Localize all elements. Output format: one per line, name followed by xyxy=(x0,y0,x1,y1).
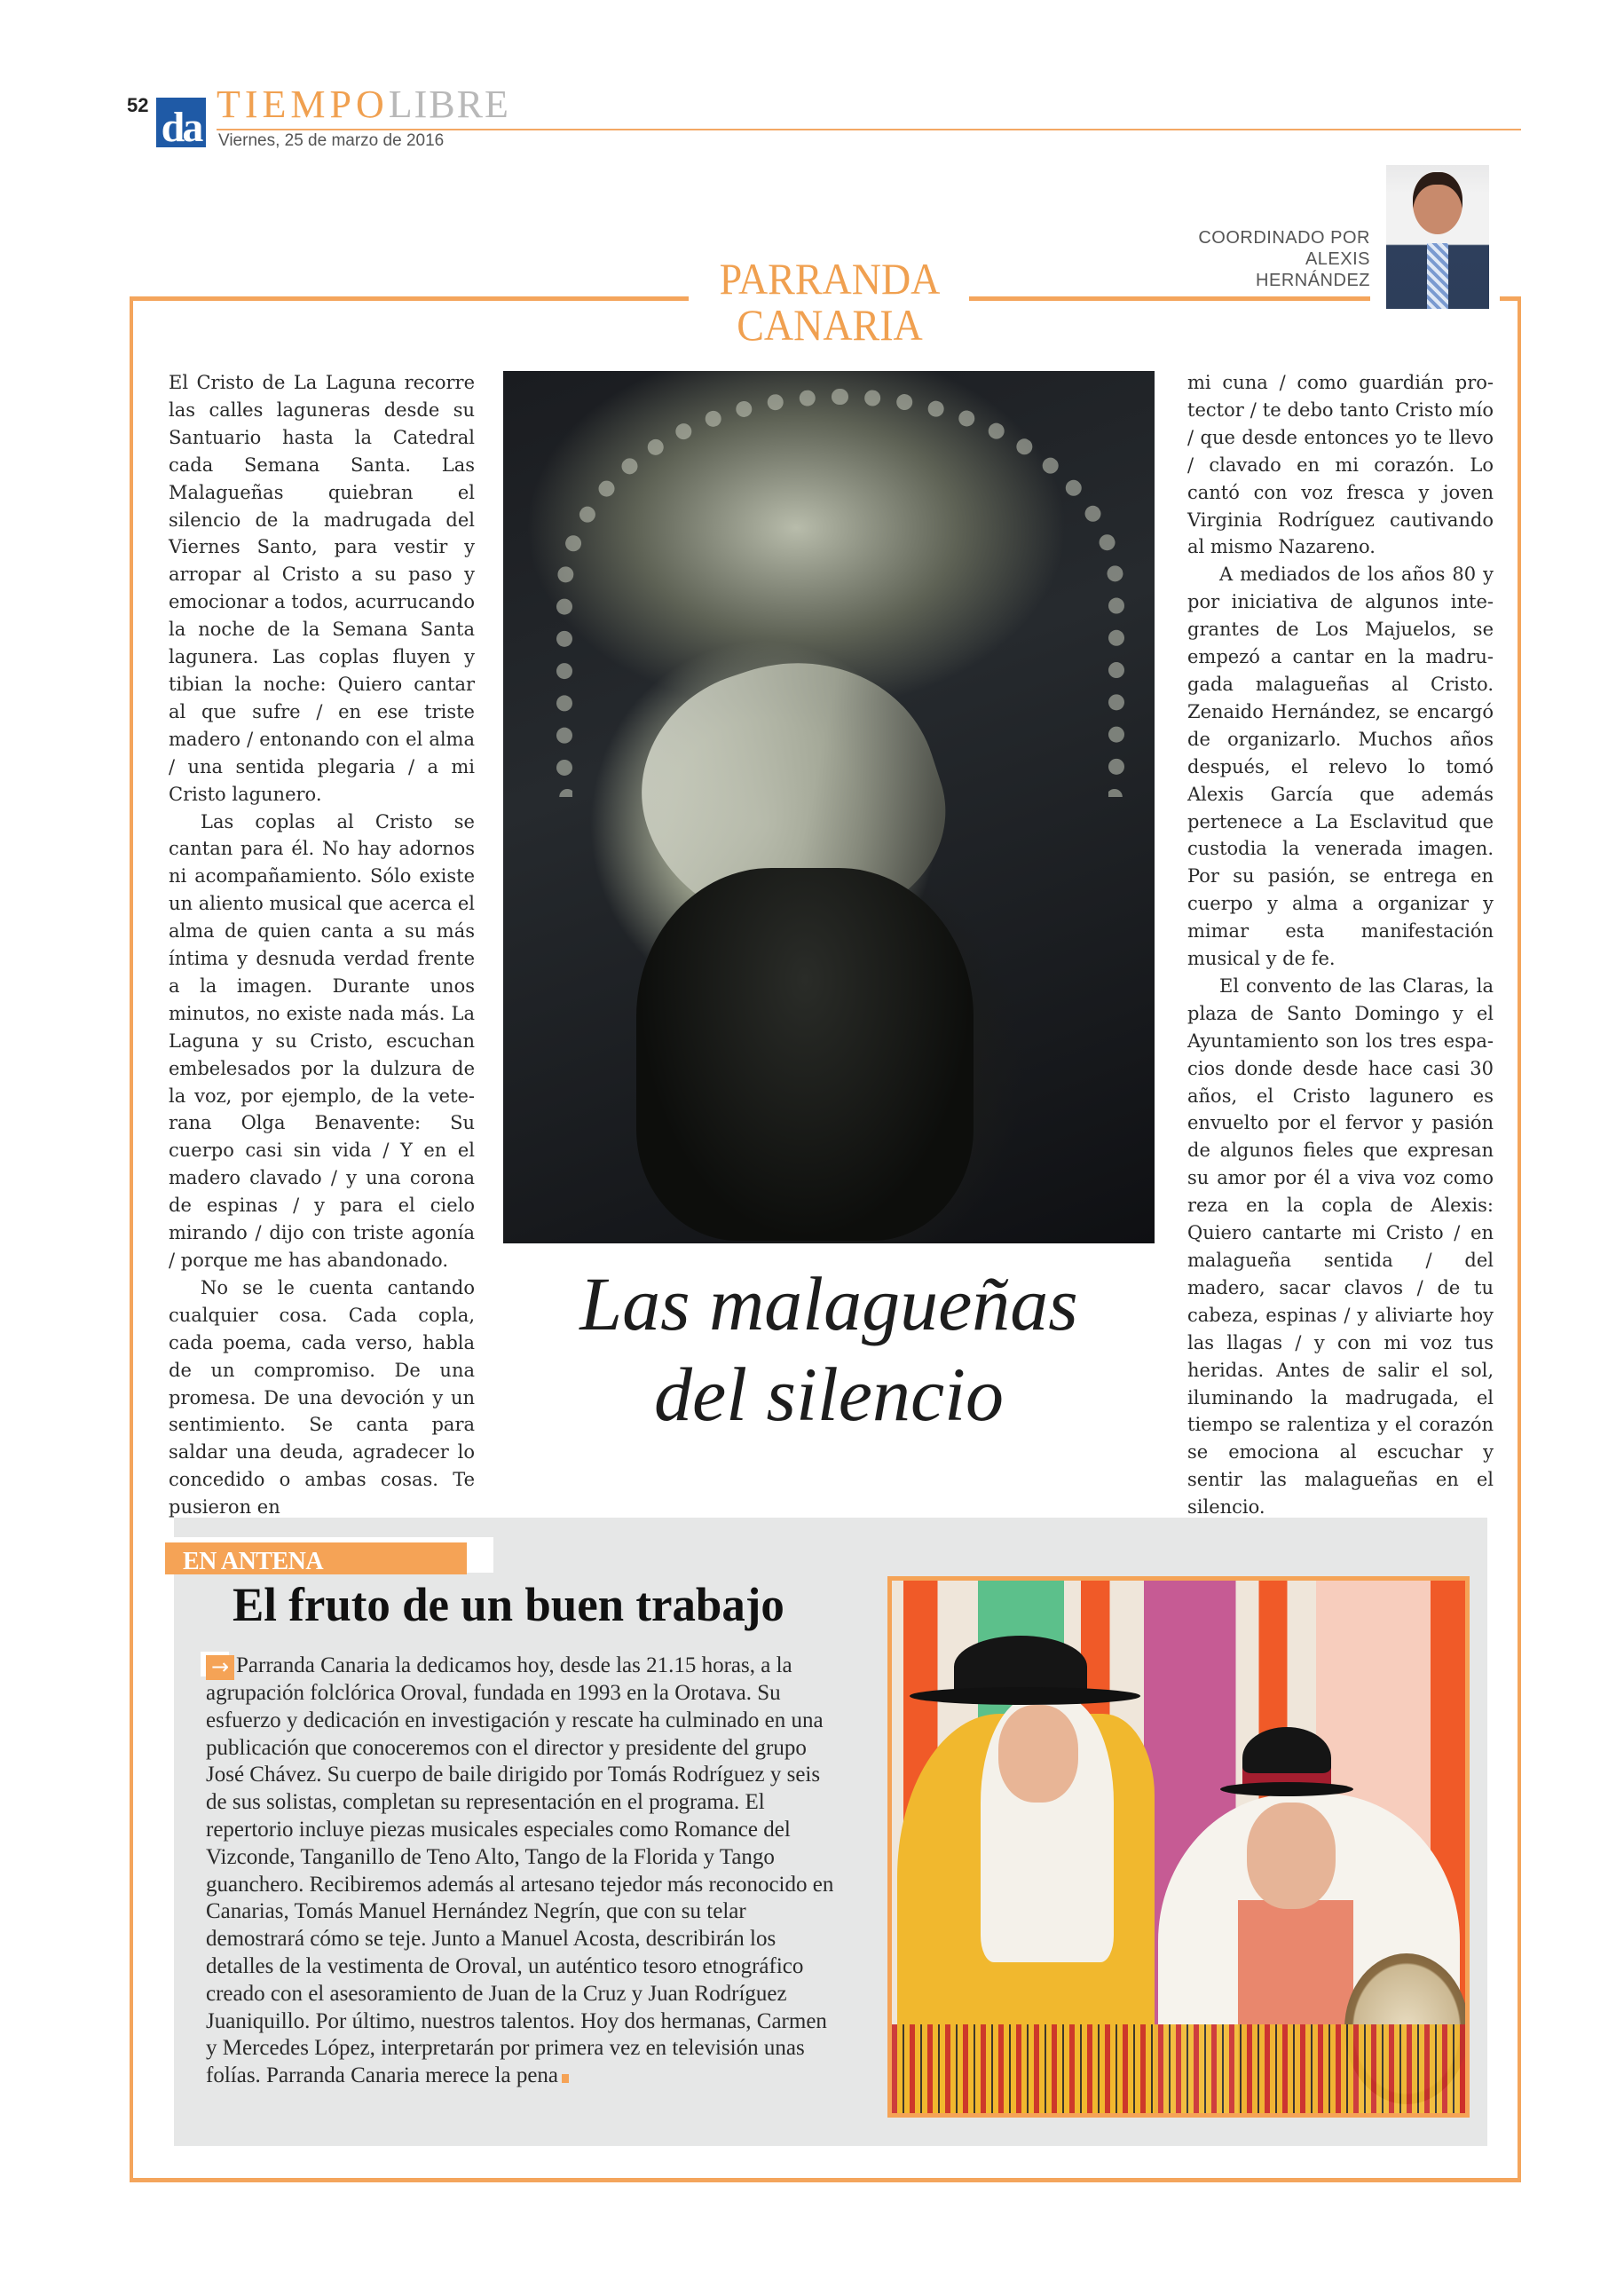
headline-line2: del silencio xyxy=(653,1352,1005,1437)
dancer1-face xyxy=(998,1705,1078,1803)
section-title-part1: TIEMPO xyxy=(217,83,389,126)
article-paragraph: No se le cuenta cantando cualquier cosa. Cada copla, cada poema, cada verso, habla de un compromiso. De una promesa. De una devoción y un sentimiento. Se canta para saldar una deuda, agradecer lo concedido o ambas cosas. Te pusieron en xyxy=(169,1276,475,1519)
article-paragraph: El Cristo de La Laguna recorre las calles laguneras desde su Santuario hasta la Catedral cada Semana Santa. Las Malagueñas quiebran el silencio de la madrugada del Viernes Santo, para vestir y arropar al Cristo a su paso y emocionar a todos, acurrucando la noche de la Semana Santa lagunera. Las coplas fluyen y tibian la noche: Quiero cantar al que sufre / en ese triste madero / entonando con el alma / una sentida plegaria / a mi Cristo lagunero. xyxy=(169,372,475,805)
frame-border-left xyxy=(130,298,133,2181)
newspaper-logo: da xyxy=(156,98,206,147)
portrait-shirt xyxy=(1427,243,1448,309)
section-title xyxy=(217,85,510,124)
article-paragraph: mi cuna / como guardián protector / te debo tanto Cristo mío / que desde entonces yo te llevo / clavado en mi corazón. Lo cantó con voz fresca y joven Virginia Rodríguez cautivando al mismo Nazareno. xyxy=(1187,372,1494,558)
coordinator-first-name: ALEXIS xyxy=(1305,249,1370,269)
publication-date: Viernes, 25 de marzo de 2016 xyxy=(218,131,445,150)
article-right-column xyxy=(1187,369,1494,1521)
article-paragraph: Las coplas al Cristo se cantan para él. No hay adornos ni acompañamiento. Sólo existe un aliento musical que acerca el alma de quien canta a su más íntima y desnuda verdad frente a la imagen. Durante unos minutos, no existe nada más. La Laguna y su Cristo, escuchan embelesados por la dulzura de la voz, por ejemplo, de la veterana Olga Benavente: Su cuerpo casi sin vida / Y en el madero clavado / y una corona de espinas / y para el cielo mirando / dijo con triste agonía / porque me has abandonado. xyxy=(169,810,475,1271)
kicker-line2: CANARIA xyxy=(737,300,923,350)
article-paragraph: A mediados de los años 80 y por iniciativa de algunos integrantes de Los Majuelos, se empezó a cantar en la madrugada malagueñas al Cristo. Zenaido Hernández, se encargó de organizarlo. Muchos años después, el relevo lo tomó Alexis García que además pertenece a La Esclavitud que custodia la venerada imagen. Por su pasión, se entrega en cuerpo y alma a organizar y mimar esta manifestación musical y de fe. xyxy=(1187,564,1494,970)
en-antena-body xyxy=(206,1653,843,2090)
folk-dancers-photo xyxy=(887,1576,1470,2118)
dancer2-hat xyxy=(1220,1727,1353,1807)
coordinator-label: COORDINADO POR xyxy=(1198,228,1370,248)
frame-border-top-left xyxy=(130,296,689,301)
cristo-photo xyxy=(503,371,1155,1243)
striped-skirts xyxy=(892,2024,1470,2118)
coordinator-credit xyxy=(1154,227,1370,291)
end-mark-icon xyxy=(562,2074,569,2083)
masthead-rule xyxy=(217,129,1521,130)
en-antena-title: El fruto de un buen trabajo xyxy=(233,1578,784,1631)
frame-border-top-middle xyxy=(969,296,1370,301)
article-left-column xyxy=(169,369,475,1521)
dancer1-hat xyxy=(910,1636,1140,1716)
page-number: 52 xyxy=(127,94,149,116)
frame-border-bottom xyxy=(130,2178,1521,2182)
coordinator-photo xyxy=(1386,165,1489,309)
section-title-part2: LIBRE xyxy=(388,83,510,126)
statue-beard xyxy=(636,868,974,1241)
article-headline xyxy=(503,1258,1155,1440)
arrow-right-icon: → xyxy=(206,1655,234,1680)
frame-border-right xyxy=(1518,298,1521,2181)
coordinator-last-name: HERNÁNDEZ xyxy=(1256,271,1370,290)
en-antena-body-text: Parranda Canaria la dedicamos hoy, desde las 21.15 horas, a la agrupación folclórica Oroval, fundada en 1993 en la Orotava. Su esfuerzo y dedicación en investigación y rescate ha culminado en una publicación que conoceremos con el director y presidente del grupo José Chávez. Su cuerpo de baile dirigido por Tomás Rodríguez y seis de sus solistas, completan su representación en el programa. El repertorio incluye piezas musicales especiales como Romance del Vizconde, Tanganillo de Teno Alto, Tango de la Florida y Tango guanchero. Recibiremos además al artesano tejedor más reconocido en Canarias, Tomás Manuel Hernández Negrín, que con su telar demostrará cómo se teje. Junto a Manuel Acosta, describirán los detalles de la vestimenta de Oroval, un auténtico tesoro etnográfico creado con el asesoramiento de Juan de la Cruz y Juan Rodríguez Juaniquillo. Por último, nuestros talentos. Hoy dos hermanas, Carmen y Mercedes López, interpretarán por primera vez en televisión unas folías. Parranda Canaria merece la pena xyxy=(206,1653,834,2088)
kicker-line1: PARRANDA xyxy=(719,254,941,304)
portrait-head xyxy=(1413,172,1462,234)
article-paragraph: El convento de las Claras, la plaza de Santo Domingo y el Ayuntamiento son los tres espacios donde desde hace casi 30 años, el Cristo lagunero es envuelto por el fervor y pasión de algunos fieles que expresan su amor por él a viva voz como reza en la copla de Alexis: Quiero cantarte mi Cristo / en malagueña sentida / del madero, sacar clavos / de tu cabeza, espinas / y aliviarte hoy las llagas / y con mi voz tus heridas. Antes de salir el sol, iluminando la madrugada, el tiempo se ralentiza y el corazón se emociona al escuchar y sentir las malagueñas en el silencio. xyxy=(1187,974,1494,1519)
dancer2-face xyxy=(1247,1803,1336,1909)
en-antena-label: EN ANTENA xyxy=(165,1542,467,1574)
section-kicker xyxy=(703,256,956,348)
headline-line1: Las malagueñas xyxy=(579,1261,1078,1346)
